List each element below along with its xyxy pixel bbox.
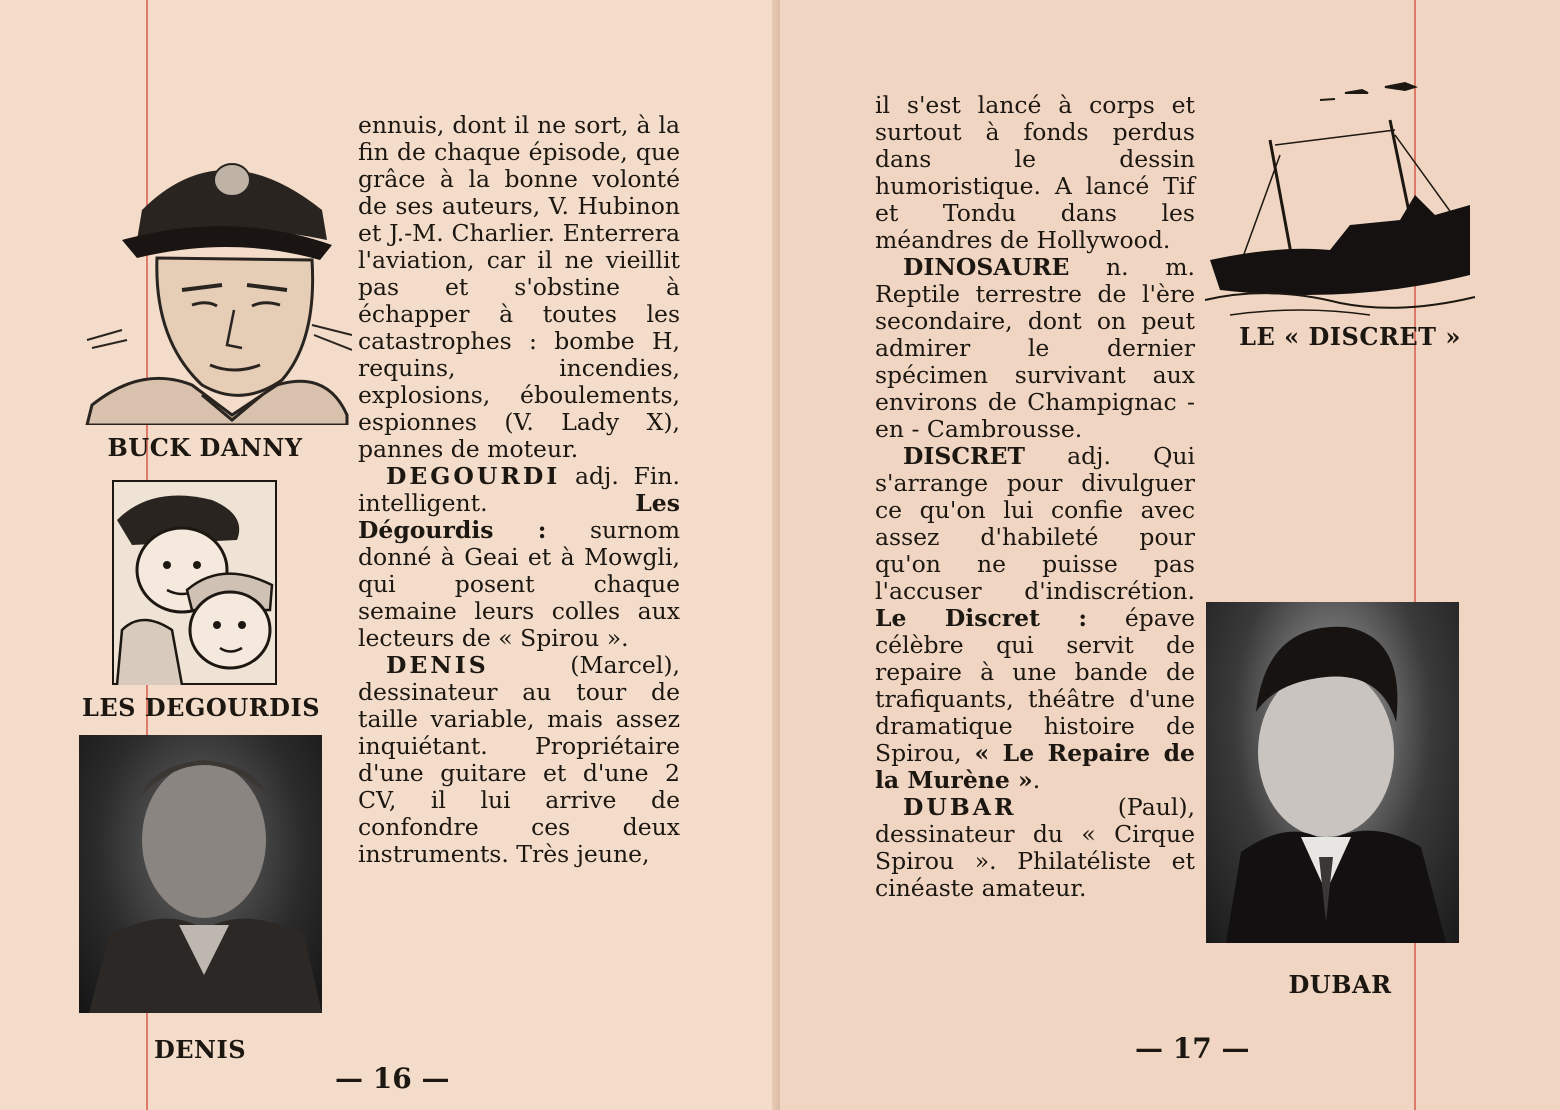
right-page [780,0,1560,1110]
entry-denis: DENIS (Marcel), dessinateur au tour de taille variable, mais assez inquiétant. Propriétaire d'une guitare et d'une 2 CV, il lui arrive de confondre ces deux instruments. Très jeune, [358,651,680,868]
denis-photo [79,735,322,1013]
page-number-17: — 17 — [1135,1032,1250,1065]
entry-dubar: DUBAR (Paul), dessinateur du « Cirque Spirou ». Philatéliste et cinéaste amateur. [875,793,1195,902]
buck-danny-illustration [82,140,352,425]
denis-continuation: il s'est lancé à corps et surtout à fonds perdus dans le dessin humoristique. A lancé Tif et Tondu dans les méandres de Hollywood. [875,91,1195,254]
entry-discret: DISCRET adj. Qui s'arrange pour divulguer ce qu'on lui confie avec assez d'habileté pour qu'on ne puisse pas l'accuser d'indiscrétion. Le Discret : épave célèbre qui servit de repaire à une bande de trafiquants, théâtre d'une dramatique histoire de Spirou, « Le Repaire de la Murène ». [875,442,1195,794]
headword-dinosaure: DINOSAURE [903,253,1070,281]
headword-dubar: DUBAR [903,793,1017,821]
headword-discret: DISCRET [903,442,1025,470]
caption-dubar: DUBAR [1288,970,1392,999]
degourdis-illustration [112,480,277,685]
caption-degourdis: LES DEGOURDIS [81,693,321,722]
right-text-column [875,92,1195,902]
entry-dinosaure: DINOSAURE n. m. Reptile terrestre de l'ère secondaire, dont on peut admirer le dernier spécimen survivant aux environs de Champignac - en - Cambrousse. [875,253,1195,443]
page-number-16: — 16 — [335,1062,450,1095]
headword-degourdi: DEGOURDI [386,462,561,490]
dubar-photo [1206,602,1459,943]
caption-buck-danny: BUCK DANNY [107,433,303,462]
headword-denis: DENIS [386,651,489,679]
caption-discret: LE « DISCRET » [1239,322,1461,351]
buck-danny-continuation: ennuis, dont il ne sort, à la fin de chaque épisode, que grâce à la bonne volonté de ses auteurs, V. Hubinon et J.-M. Charlier. Enterrera l'aviation, car il ne vieillit pas et s'obstine à échapper à toutes les catastrophes : bombe H, requins, incendies, explosions, éboulements, espionnes (V. Lady X), pannes de moteur. [358,111,680,463]
discret-ship-illustration [1200,75,1480,320]
entry-degourdi: DEGOURDI adj. Fin. intelligent. Les Dégourdis : surnom donné à Geai et à Mowgli, qui posent chaque semaine leurs colles aux lecteurs de « Spirou ». [358,462,680,652]
caption-denis: DENIS [153,1035,247,1064]
left-text-column [358,112,680,868]
